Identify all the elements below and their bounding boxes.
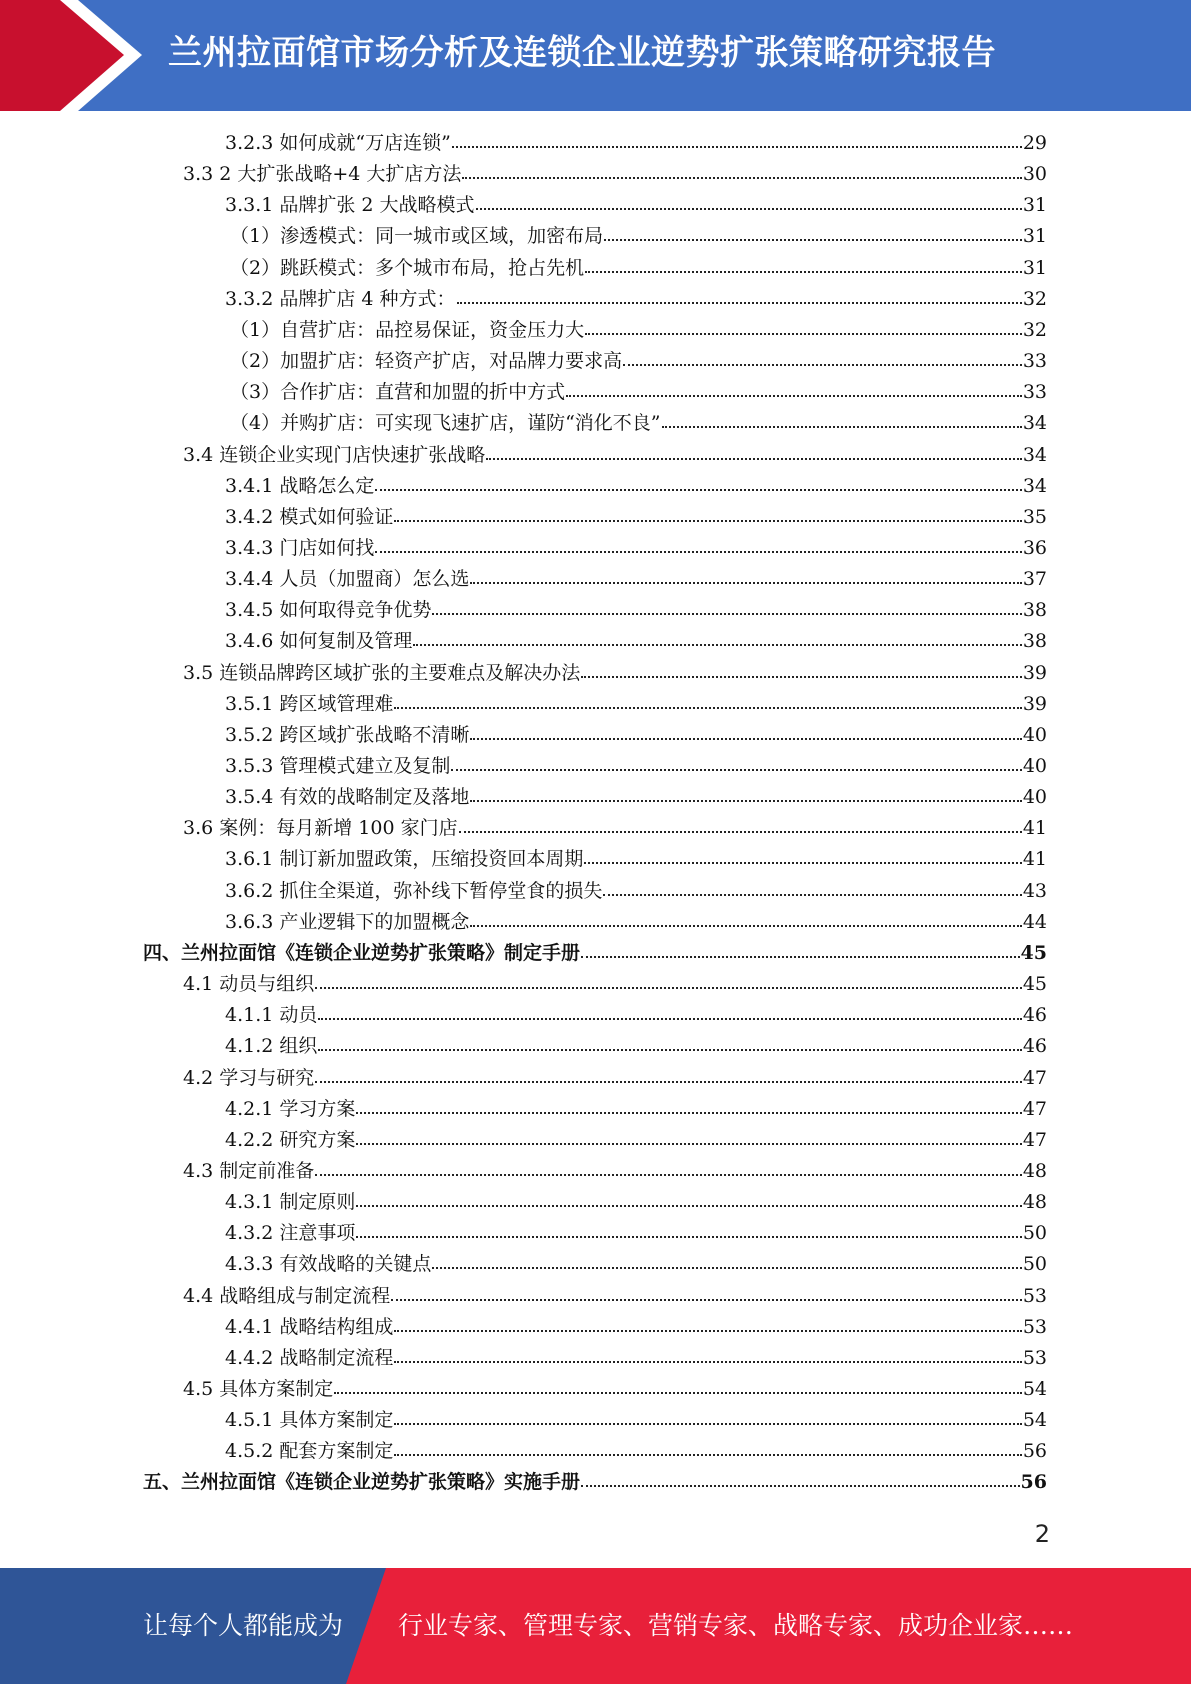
- toc-entry-title: 4.1.2 组织: [225, 1035, 318, 1057]
- toc-entry-page: 31: [1022, 225, 1047, 247]
- toc-entry[interactable]: [225, 1094, 1047, 1125]
- toc-entry-page: 38: [1022, 630, 1047, 652]
- toc-entry-page: 31: [1022, 194, 1047, 216]
- toc-entry-title: 4.5 具体方案制定: [183, 1378, 334, 1400]
- toc-entry-page: 54: [1022, 1409, 1047, 1431]
- toc-entry[interactable]: [225, 782, 1047, 813]
- toc-entry-page: 34: [1022, 475, 1047, 497]
- toc-entry-page: 39: [1022, 662, 1047, 684]
- toc-entry-page: 47: [1022, 1129, 1047, 1151]
- toc-entry-page: 38: [1022, 599, 1047, 621]
- toc-dot-leader: [476, 190, 1022, 210]
- header-banner: [0, 0, 1191, 111]
- toc-entry-title: 4.2.1 学习方案: [225, 1098, 356, 1120]
- toc-dot-leader: [394, 1312, 1021, 1332]
- toc-dot-leader: [315, 1063, 1022, 1083]
- toc-entry-page: 34: [1022, 444, 1047, 466]
- toc-dot-leader: [452, 128, 1022, 148]
- toc-dot-leader: [375, 533, 1021, 553]
- toc-dot-leader: [356, 1125, 1021, 1145]
- toc-dot-leader: [394, 502, 1021, 522]
- toc-entry-page: 33: [1022, 381, 1047, 403]
- toc-dot-leader: [584, 844, 1021, 864]
- toc-dot-leader: [315, 1156, 1022, 1176]
- toc-entry-title: 3.5.1 跨区域管理难: [225, 693, 394, 715]
- toc-entry-title: （1）自营扩店：品控易保证，资金压力大: [230, 319, 585, 341]
- toc-entry-page: 47: [1022, 1067, 1047, 1089]
- toc-entry[interactable]: [225, 1249, 1047, 1280]
- toc-entry-title: 4.1 动员与组织: [183, 973, 315, 995]
- toc-dot-leader: [432, 1249, 1021, 1269]
- toc-entry-title: 3.6.3 产业逻辑下的加盟概念: [225, 911, 470, 933]
- toc-entry-page: 33: [1022, 350, 1047, 372]
- toc-entry[interactable]: [225, 1312, 1047, 1343]
- toc-entry[interactable]: [225, 907, 1047, 938]
- toc-entry[interactable]: [225, 1000, 1047, 1031]
- toc-entry-title: 四、兰州拉面馆《连锁企业逆势扩张策略》制定手册: [143, 942, 581, 964]
- toc-entry-page: 50: [1022, 1222, 1047, 1244]
- toc-entry[interactable]: [230, 377, 1047, 408]
- toc-entry-title: （2）跳跃模式：多个城市布局，抢占先机: [230, 257, 585, 279]
- toc-entry-title: 4.3.1 制定原则: [225, 1191, 356, 1213]
- toc-entry-title: 3.5.2 跨区域扩张战略不清晰: [225, 724, 470, 746]
- toc-entry-page: 36: [1022, 537, 1047, 559]
- toc-entry[interactable]: [225, 502, 1047, 533]
- toc-entry-title: 4.4 战略组成与制定流程: [183, 1285, 391, 1307]
- toc-entry-title: 4.5.2 配套方案制定: [225, 1440, 394, 1462]
- toc-dot-leader: [566, 377, 1022, 397]
- toc-entry-page: 48: [1022, 1191, 1047, 1213]
- toc-dot-leader: [470, 907, 1021, 927]
- toc-entry[interactable]: [183, 658, 1047, 689]
- toc-dot-leader: [581, 658, 1022, 678]
- toc-entry-page: 37: [1022, 568, 1047, 590]
- toc-entry-title: 4.3.3 有效战略的关键点: [225, 1253, 432, 1275]
- toc-entry[interactable]: [230, 253, 1047, 284]
- toc-dot-leader: [462, 159, 1021, 179]
- toc-dot-leader: [470, 720, 1021, 740]
- toc-entry[interactable]: [183, 159, 1047, 190]
- toc-entry-page: 56: [1020, 1471, 1047, 1493]
- toc-entry-page: 32: [1022, 319, 1047, 341]
- toc-entry-page: 56: [1022, 1440, 1047, 1462]
- toc-dot-leader: [394, 1436, 1021, 1456]
- toc-entry-page: 46: [1022, 1004, 1047, 1026]
- toc-entry-title: 3.5.3 管理模式建立及复制: [225, 755, 451, 777]
- toc-entry-page: 43: [1022, 880, 1047, 902]
- toc-dot-leader: [585, 253, 1022, 273]
- toc-entry-title: （2）加盟扩店：轻资产扩店，对品牌力要求高: [230, 350, 623, 372]
- toc-dot-leader: [457, 284, 1022, 304]
- toc-dot-leader: [394, 689, 1021, 709]
- toc-entry-page: 40: [1022, 755, 1047, 777]
- toc-dot-leader: [604, 221, 1022, 241]
- toc-entry-page: 53: [1022, 1285, 1047, 1307]
- toc-entry[interactable]: [225, 533, 1047, 564]
- toc-entry[interactable]: [230, 346, 1047, 377]
- toc-entry-title: 3.4.4 人员（加盟商）怎么选: [225, 568, 470, 590]
- toc-entry[interactable]: [225, 1125, 1047, 1156]
- toc-dot-leader: [334, 1374, 1022, 1394]
- toc-entry-title: 3.5 连锁品牌跨区域扩张的主要难点及解决办法: [183, 662, 581, 684]
- toc-dot-leader: [603, 876, 1021, 896]
- toc-entry-page: 41: [1022, 848, 1047, 870]
- page-number: 2: [1034, 1520, 1050, 1548]
- toc-entry-title: 4.3 制定前准备: [183, 1160, 315, 1182]
- toc-entry-title: 4.4.2 战略制定流程: [225, 1347, 394, 1369]
- toc-dot-leader: [375, 471, 1021, 491]
- toc-dot-leader: [394, 1343, 1021, 1363]
- report-title: 兰州拉面馆市场分析及连锁企业逆势扩张策略研究报告: [168, 33, 996, 73]
- toc-entry[interactable]: [225, 284, 1047, 315]
- toc-entry[interactable]: [143, 1467, 1047, 1498]
- toc-entry-title: （3）合作扩店：直营和加盟的折中方式: [230, 381, 566, 403]
- toc-dot-leader: [315, 969, 1022, 989]
- toc-entry[interactable]: [225, 689, 1047, 720]
- toc-entry-title: 3.4 连锁企业实现门店快速扩张战略: [183, 444, 486, 466]
- toc-entry-page: 48: [1022, 1160, 1047, 1182]
- toc-entry-title: 4.3.2 注意事项: [225, 1222, 356, 1244]
- toc-entry-page: 39: [1022, 693, 1047, 715]
- toc-entry[interactable]: [183, 1156, 1047, 1187]
- toc-entry[interactable]: [225, 1187, 1047, 1218]
- toc-entry-title: 五、兰州拉面馆《连锁企业逆势扩张策略》实施手册: [143, 1471, 581, 1493]
- toc-entry[interactable]: [225, 844, 1047, 875]
- toc-entry-title: 3.4.1 战略怎么定: [225, 475, 375, 497]
- toc-entry-title: 3.3 2 大扩张战略+4 大扩店方法: [183, 163, 462, 185]
- toc-dot-leader: [451, 751, 1021, 771]
- toc-entry-page: 50: [1022, 1253, 1047, 1275]
- toc-dot-leader: [470, 782, 1021, 802]
- toc-dot-leader: [432, 595, 1021, 615]
- toc-entry[interactable]: [225, 1031, 1047, 1062]
- toc-entry[interactable]: [225, 751, 1047, 782]
- toc-entry-page: 53: [1022, 1316, 1047, 1338]
- toc-entry-page: 32: [1022, 288, 1047, 310]
- toc-dot-leader: [581, 938, 1020, 958]
- toc-entry[interactable]: [183, 1374, 1047, 1405]
- toc-dot-leader: [391, 1281, 1022, 1301]
- toc-entry[interactable]: [230, 315, 1047, 346]
- toc-entry[interactable]: [183, 813, 1047, 844]
- toc-entry-title: 3.3.1 品牌扩张 2 大战略模式: [225, 194, 475, 216]
- toc-entry-title: 3.6.2 抓住全渠道，弥补线下暂停堂食的损失: [225, 880, 603, 902]
- toc-entry-page: 54: [1022, 1378, 1047, 1400]
- toc-dot-leader: [356, 1094, 1021, 1114]
- toc-entry-title: 4.4.1 战略结构组成: [225, 1316, 394, 1338]
- toc-entry-page: 31: [1022, 257, 1047, 279]
- toc-entry-title: 4.5.1 具体方案制定: [225, 1409, 394, 1431]
- toc-dot-leader: [394, 1405, 1021, 1425]
- footer-banner: [0, 1568, 1191, 1684]
- toc-entry-page: 45: [1020, 942, 1047, 964]
- toc-entry-title: 3.6 案例：每月新增 100 家门店: [183, 817, 458, 839]
- toc-entry[interactable]: [183, 1281, 1047, 1312]
- toc-entry-title: 3.4.5 如何取得竞争优势: [225, 599, 432, 621]
- toc-entry[interactable]: [225, 564, 1047, 595]
- toc-entry[interactable]: [225, 626, 1047, 657]
- toc-entry[interactable]: [225, 1343, 1047, 1374]
- toc-dot-leader: [585, 315, 1022, 335]
- toc-dot-leader: [486, 440, 1022, 460]
- toc-dot-leader: [356, 1187, 1021, 1207]
- toc-entry[interactable]: [225, 471, 1047, 502]
- footer-slogan-right: 行业专家、管理专家、营销专家、战略专家、成功企业家……: [398, 1611, 1074, 1640]
- toc-dot-leader: [662, 408, 1022, 428]
- toc-entry[interactable]: [225, 190, 1047, 221]
- toc-entry[interactable]: [225, 1218, 1047, 1249]
- toc-entry[interactable]: [225, 595, 1047, 626]
- toc-entry-title: 3.6.1 制订新加盟政策，压缩投资回本周期: [225, 848, 584, 870]
- toc-entry[interactable]: [230, 408, 1047, 439]
- toc-dot-leader: [318, 1000, 1021, 1020]
- toc-entry-page: 34: [1022, 412, 1047, 434]
- toc-entry-page: 40: [1022, 786, 1047, 808]
- toc-dot-leader: [459, 813, 1022, 833]
- toc-entry[interactable]: [143, 938, 1047, 969]
- toc-entry-page: 47: [1022, 1098, 1047, 1120]
- footer-slogan-left: 让每个人都能成为: [143, 1611, 344, 1640]
- toc-entry-title: 3.4.2 模式如何验证: [225, 506, 394, 528]
- toc-entry-title: 3.4.6 如何复制及管理: [225, 630, 413, 652]
- toc-entry[interactable]: [225, 720, 1047, 751]
- toc-entry[interactable]: [183, 1063, 1047, 1094]
- toc-entry-title: （4）并购扩店：可实现飞速扩店，谨防“消化不良”: [230, 412, 661, 434]
- toc-entry[interactable]: [225, 128, 1047, 159]
- toc-dot-leader: [470, 564, 1021, 584]
- toc-entry-page: 29: [1022, 132, 1047, 154]
- toc-entry-title: （1）渗透模式：同一城市或区域，加密布局: [230, 225, 604, 247]
- toc-entry-title: 4.1.1 动员: [225, 1004, 318, 1026]
- toc-dot-leader: [318, 1031, 1021, 1051]
- toc-dot-leader: [413, 626, 1021, 646]
- toc-entry-page: 53: [1022, 1347, 1047, 1369]
- toc-entry-page: 30: [1022, 163, 1047, 185]
- toc-entry[interactable]: [183, 440, 1047, 471]
- toc-entry-page: 45: [1022, 973, 1047, 995]
- toc-dot-leader: [623, 346, 1022, 366]
- toc-entry[interactable]: [225, 876, 1047, 907]
- toc-entry-title: 3.5.4 有效的战略制定及落地: [225, 786, 470, 808]
- toc-entry[interactable]: [225, 1436, 1047, 1467]
- toc-entry-page: 41: [1022, 817, 1047, 839]
- toc-entry-title: 3.3.2 品牌扩店 4 种方式：: [225, 288, 456, 310]
- toc-entry-title: 4.2 学习与研究: [183, 1067, 315, 1089]
- toc-entry-page: 44: [1022, 911, 1047, 933]
- toc-entry-title: 3.4.3 门店如何找: [225, 537, 375, 559]
- toc-entry[interactable]: [225, 1405, 1047, 1436]
- toc-dot-leader: [581, 1467, 1020, 1487]
- toc-entry[interactable]: [183, 969, 1047, 1000]
- toc-entry-page: 35: [1022, 506, 1047, 528]
- toc-entry[interactable]: [230, 221, 1047, 252]
- toc-entry-page: 46: [1022, 1035, 1047, 1057]
- toc-entry-title: 4.2.2 研究方案: [225, 1129, 356, 1151]
- toc-entry-title: 3.2.3 如何成就“万店连锁”: [225, 132, 451, 154]
- toc-entry-page: 40: [1022, 724, 1047, 746]
- toc-dot-leader: [356, 1218, 1021, 1238]
